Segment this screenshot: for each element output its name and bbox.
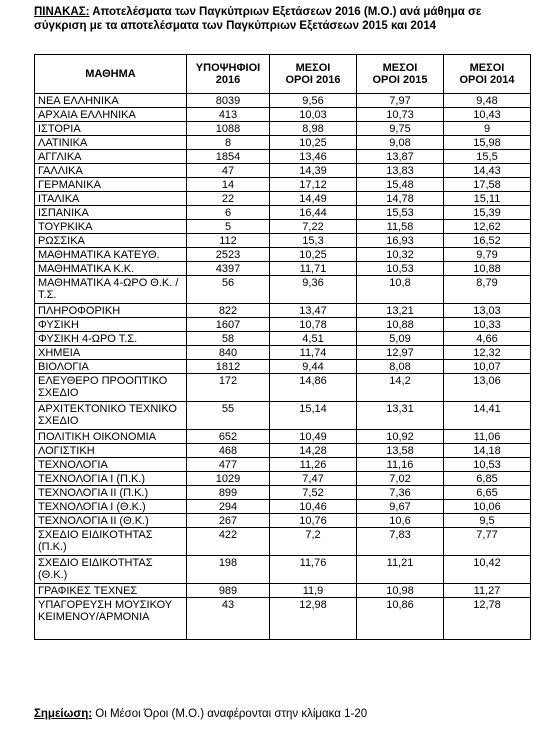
cell-candidates: 47	[187, 164, 270, 178]
cell-subject: ΛΑΤΙΝΙΚΑ	[35, 136, 187, 150]
cell-candidates: 43	[187, 598, 270, 640]
cell-average-2014: 4,66	[444, 332, 531, 346]
table-row	[35, 220, 531, 234]
cell-subject: ΙΤΑΛΙΚΑ	[35, 192, 187, 206]
cell-average-2016: 10,78	[270, 318, 357, 332]
cell-candidates: 468	[187, 444, 270, 458]
cell-average-2016: 11,71	[270, 262, 357, 276]
table-row	[35, 248, 531, 262]
cell-subject: ΡΩΣΣΙΚΑ	[35, 234, 187, 248]
cell-average-2014: 12,78	[444, 598, 531, 640]
cell-average-2015: 10,32	[357, 248, 444, 262]
cell-average-2015: 9,75	[357, 122, 444, 136]
cell-average-2015: 15,53	[357, 206, 444, 220]
cell-subject: ΜΑΘΗΜΑΤΙΚΑ ΚΑΤΕΥΘ.	[35, 248, 187, 262]
cell-average-2015: 11,21	[357, 556, 444, 584]
cell-average-2015: 9,67	[357, 500, 444, 514]
cell-average-2014: 14,18	[444, 444, 531, 458]
header-average-2015: ΜΕΣΟΙ ΟΡΟΙ 2015	[357, 55, 444, 94]
cell-candidates: 989	[187, 584, 270, 598]
cell-average-2014: 17,58	[444, 178, 531, 192]
cell-average-2015: 10,86	[357, 598, 444, 640]
caption-text: Αποτελέσματα των Παγκύπριων Εξετάσεων 2016 (Μ.Ο.) ανά μάθημα σε σύγκριση με τα αποτελέσματα των Παγκύπριων Εξετάσεων 2015 και 2014	[34, 6, 482, 32]
cell-average-2015: 14,2	[357, 374, 444, 402]
table-row	[35, 402, 531, 430]
cell-average-2015: 10,6	[357, 514, 444, 528]
table-row	[35, 318, 531, 332]
cell-average-2015: 7,83	[357, 528, 444, 556]
cell-candidates: 22	[187, 192, 270, 206]
table-row	[35, 192, 531, 206]
cell-subject: ΠΛΗΡΟΦΟΡΙΚΗ	[35, 304, 187, 318]
cell-average-2016: 14,86	[270, 374, 357, 402]
cell-subject: ΤΕΧΝΟΛΟΓΙΑ Ι (Π.Κ.)	[35, 472, 187, 486]
cell-average-2014: 10,33	[444, 318, 531, 332]
cell-average-2015: 15,48	[357, 178, 444, 192]
table-row	[35, 164, 531, 178]
cell-average-2016: 10,49	[270, 430, 357, 444]
table-row	[35, 136, 531, 150]
cell-average-2014: 11,06	[444, 430, 531, 444]
table-row	[35, 500, 531, 514]
cell-candidates: 899	[187, 486, 270, 500]
table-row	[35, 514, 531, 528]
table-row	[35, 458, 531, 472]
cell-candidates: 6	[187, 206, 270, 220]
table-row	[35, 304, 531, 318]
cell-average-2016: 4,51	[270, 332, 357, 346]
cell-candidates: 112	[187, 234, 270, 248]
table-row	[35, 584, 531, 598]
footnote-text: Οι Μέσοι Όροι (Μ.Ο.) αναφέρονται στην κλίμακα 1-20	[92, 708, 368, 720]
cell-average-2016: 7,2	[270, 528, 357, 556]
cell-candidates: 58	[187, 332, 270, 346]
cell-average-2016: 11,74	[270, 346, 357, 360]
cell-candidates: 840	[187, 346, 270, 360]
cell-candidates: 294	[187, 500, 270, 514]
cell-average-2015: 12,97	[357, 346, 444, 360]
cell-average-2014: 14,43	[444, 164, 531, 178]
cell-candidates: 822	[187, 304, 270, 318]
cell-average-2016: 15,14	[270, 402, 357, 430]
cell-average-2016: 10,25	[270, 248, 357, 262]
cell-average-2014: 13,03	[444, 304, 531, 318]
cell-average-2015: 13,31	[357, 402, 444, 430]
cell-subject: ΙΣΤΟΡΙΑ	[35, 122, 187, 136]
cell-average-2016: 10,76	[270, 514, 357, 528]
cell-candidates: 422	[187, 528, 270, 556]
cell-average-2015: 10,98	[357, 584, 444, 598]
cell-average-2014: 15,98	[444, 136, 531, 150]
cell-subject: ΤΟΥΡΚΙΚΑ	[35, 220, 187, 234]
footnote-label: Σημείωση:	[34, 708, 93, 720]
cell-candidates: 14	[187, 178, 270, 192]
cell-average-2015: 10,73	[357, 108, 444, 122]
header-average-2016: ΜΕΣΟΙ ΟΡΟΙ 2016	[270, 55, 357, 94]
cell-average-2015: 8,08	[357, 360, 444, 374]
cell-average-2014: 10,43	[444, 108, 531, 122]
cell-average-2016: 7,52	[270, 486, 357, 500]
cell-average-2016: 13,46	[270, 150, 357, 164]
cell-average-2015: 10,53	[357, 262, 444, 276]
cell-average-2014: 12,62	[444, 220, 531, 234]
table-caption	[34, 5, 534, 33]
cell-average-2016: 7,22	[270, 220, 357, 234]
cell-candidates: 5	[187, 220, 270, 234]
cell-subject: ΜΑΘΗΜΑΤΙΚΑ Κ.Κ.	[35, 262, 187, 276]
cell-subject: ΓΕΡΜΑΝΙΚΑ	[35, 178, 187, 192]
cell-average-2014: 10,06	[444, 500, 531, 514]
table-row	[35, 122, 531, 136]
cell-candidates: 8	[187, 136, 270, 150]
cell-candidates: 267	[187, 514, 270, 528]
cell-average-2016: 9,56	[270, 94, 357, 108]
cell-average-2016: 14,49	[270, 192, 357, 206]
cell-subject: ΑΡΧΑΙΑ ΕΛΛΗΝΙΚΑ	[35, 108, 187, 122]
cell-average-2016: 7,47	[270, 472, 357, 486]
cell-subject: ΝΕΑ ΕΛΛΗΝΙΚΑ	[35, 94, 187, 108]
cell-average-2016: 17,12	[270, 178, 357, 192]
cell-subject: ΑΡΧΙΤΕΚΤΟΝΙΚΟ ΤΕΧΝΙΚΟ ΣΧΕΔΙΟ	[35, 402, 187, 430]
table-row	[35, 262, 531, 276]
cell-average-2016: 15,3	[270, 234, 357, 248]
cell-subject: ΜΑΘΗΜΑΤΙΚΑ 4-ΩΡΟ Θ.Κ. / Τ.Σ.	[35, 276, 187, 304]
cell-subject: ΤΕΧΝΟΛΟΓΙΑ ΙΙ (Π.Κ.)	[35, 486, 187, 500]
cell-subject: ΓΡΑΦΙΚΕΣ ΤΕΧΝΕΣ	[35, 584, 187, 598]
cell-subject: ΣΧΕΔΙΟ ΕΙΔΙΚΟΤΗΤΑΣ (Π.Κ.)	[35, 528, 187, 556]
cell-average-2016: 12,98	[270, 598, 357, 640]
cell-average-2014: 9,5	[444, 514, 531, 528]
cell-average-2015: 13,83	[357, 164, 444, 178]
header-row	[35, 55, 531, 94]
cell-subject: ΙΣΠΑΝΙΚΑ	[35, 206, 187, 220]
cell-average-2014: 10,88	[444, 262, 531, 276]
cell-average-2015: 13,87	[357, 150, 444, 164]
cell-average-2015: 7,97	[357, 94, 444, 108]
cell-subject: ΤΕΧΝΟΛΟΓΙΑ ΙΙ (Θ.Κ.)	[35, 514, 187, 528]
cell-average-2015: 14,78	[357, 192, 444, 206]
cell-average-2016: 13,47	[270, 304, 357, 318]
cell-candidates: 477	[187, 458, 270, 472]
table-row	[35, 430, 531, 444]
cell-candidates: 652	[187, 430, 270, 444]
table-row	[35, 206, 531, 220]
cell-average-2016: 9,44	[270, 360, 357, 374]
cell-candidates: 55	[187, 402, 270, 430]
table-row	[35, 472, 531, 486]
cell-average-2015: 7,36	[357, 486, 444, 500]
cell-candidates: 1607	[187, 318, 270, 332]
cell-average-2014: 6,85	[444, 472, 531, 486]
cell-candidates: 1854	[187, 150, 270, 164]
cell-average-2014: 7,77	[444, 528, 531, 556]
cell-average-2015: 10,88	[357, 318, 444, 332]
table-row	[35, 346, 531, 360]
table-row	[35, 598, 531, 640]
cell-candidates: 172	[187, 374, 270, 402]
cell-average-2014: 9,48	[444, 94, 531, 108]
cell-candidates: 2523	[187, 248, 270, 262]
cell-average-2016: 9,36	[270, 276, 357, 304]
cell-subject: ΧΗΜΕΙΑ	[35, 346, 187, 360]
table-body	[35, 94, 531, 640]
cell-average-2015: 10,8	[357, 276, 444, 304]
cell-average-2014: 10,42	[444, 556, 531, 584]
table-row	[35, 234, 531, 248]
cell-average-2015: 16,93	[357, 234, 444, 248]
cell-average-2015: 13,58	[357, 444, 444, 458]
cell-average-2014: 8,79	[444, 276, 531, 304]
header-average-2014: ΜΕΣΟΙ ΟΡΟΙ 2014	[444, 55, 531, 94]
cell-average-2016: 14,39	[270, 164, 357, 178]
table-row	[35, 360, 531, 374]
cell-subject: ΛΟΓΙΣΤΙΚΗ	[35, 444, 187, 458]
cell-average-2016: 16,44	[270, 206, 357, 220]
cell-subject: ΥΠΑΓΟΡΕΥΣΗ ΜΟΥΣΙΚΟΥ ΚΕΙΜΕΝΟΥ/ΑΡΜΟΝΙΑ	[35, 598, 187, 640]
cell-subject: ΠΟΛΙΤΙΚΗ ΟΙΚΟΝΟΜΙΑ	[35, 430, 187, 444]
table-row	[35, 94, 531, 108]
cell-average-2014: 9,79	[444, 248, 531, 262]
table-row	[35, 178, 531, 192]
cell-candidates: 56	[187, 276, 270, 304]
cell-average-2014: 15,5	[444, 150, 531, 164]
cell-average-2014: 6,65	[444, 486, 531, 500]
cell-average-2016: 8,98	[270, 122, 357, 136]
cell-subject: ΤΕΧΝΟΛΟΓΙΑ	[35, 458, 187, 472]
cell-average-2016: 10,25	[270, 136, 357, 150]
cell-average-2014: 10,53	[444, 458, 531, 472]
cell-average-2015: 11,16	[357, 458, 444, 472]
table-row	[35, 276, 531, 304]
cell-average-2014: 13,06	[444, 374, 531, 402]
caption-label: ΠΙΝΑΚΑΣ:	[34, 6, 90, 18]
table-row	[35, 556, 531, 584]
cell-average-2015: 10,92	[357, 430, 444, 444]
cell-subject: ΤΕΧΝΟΛΟΓΙΑ Ι (Θ.Κ.)	[35, 500, 187, 514]
cell-average-2015: 7,02	[357, 472, 444, 486]
cell-average-2016: 11,26	[270, 458, 357, 472]
table-row	[35, 150, 531, 164]
cell-average-2015: 5,09	[357, 332, 444, 346]
cell-subject: ΣΧΕΔΙΟ ΕΙΔΙΚΟΤΗΤΑΣ (Θ.Κ.)	[35, 556, 187, 584]
table-row	[35, 444, 531, 458]
cell-average-2015: 13,21	[357, 304, 444, 318]
cell-average-2014: 10,07	[444, 360, 531, 374]
cell-subject: ΕΛΕΥΘΕΡΟ ΠΡΟΟΠΤΙΚΟ ΣΧΕΔΙΟ	[35, 374, 187, 402]
header-subject: ΜΑΘΗΜΑ	[35, 55, 187, 94]
cell-candidates: 413	[187, 108, 270, 122]
cell-candidates: 1812	[187, 360, 270, 374]
cell-average-2014: 15,39	[444, 206, 531, 220]
results-table	[34, 54, 531, 640]
cell-candidates: 4397	[187, 262, 270, 276]
cell-average-2016: 10,46	[270, 500, 357, 514]
cell-average-2016: 11,76	[270, 556, 357, 584]
cell-average-2015: 11,58	[357, 220, 444, 234]
table-row	[35, 486, 531, 500]
cell-average-2015: 9,08	[357, 136, 444, 150]
cell-candidates: 1029	[187, 472, 270, 486]
cell-average-2014: 12,32	[444, 346, 531, 360]
table-row	[35, 528, 531, 556]
cell-average-2016: 11,9	[270, 584, 357, 598]
cell-average-2014: 15,11	[444, 192, 531, 206]
footnote	[34, 708, 367, 720]
table-row	[35, 108, 531, 122]
cell-subject: ΦΥΣΙΚΗ 4-ΩΡΟ Τ.Σ.	[35, 332, 187, 346]
table-row	[35, 374, 531, 402]
cell-average-2016: 14,28	[270, 444, 357, 458]
cell-subject: ΦΥΣΙΚΗ	[35, 318, 187, 332]
cell-candidates: 8039	[187, 94, 270, 108]
cell-average-2014: 11,27	[444, 584, 531, 598]
cell-candidates: 198	[187, 556, 270, 584]
cell-average-2014: 16,52	[444, 234, 531, 248]
table-row	[35, 332, 531, 346]
header-candidates-2016: ΥΠΟΨΗΦΙΟΙ 2016	[187, 55, 270, 94]
cell-average-2016: 10,03	[270, 108, 357, 122]
cell-candidates: 1088	[187, 122, 270, 136]
cell-subject: ΒΙΟΛΟΓΙΑ	[35, 360, 187, 374]
cell-average-2014: 14,41	[444, 402, 531, 430]
cell-subject: ΑΓΓΛΙΚΑ	[35, 150, 187, 164]
cell-average-2014: 9	[444, 122, 531, 136]
cell-subject: ΓΑΛΛΙΚΑ	[35, 164, 187, 178]
